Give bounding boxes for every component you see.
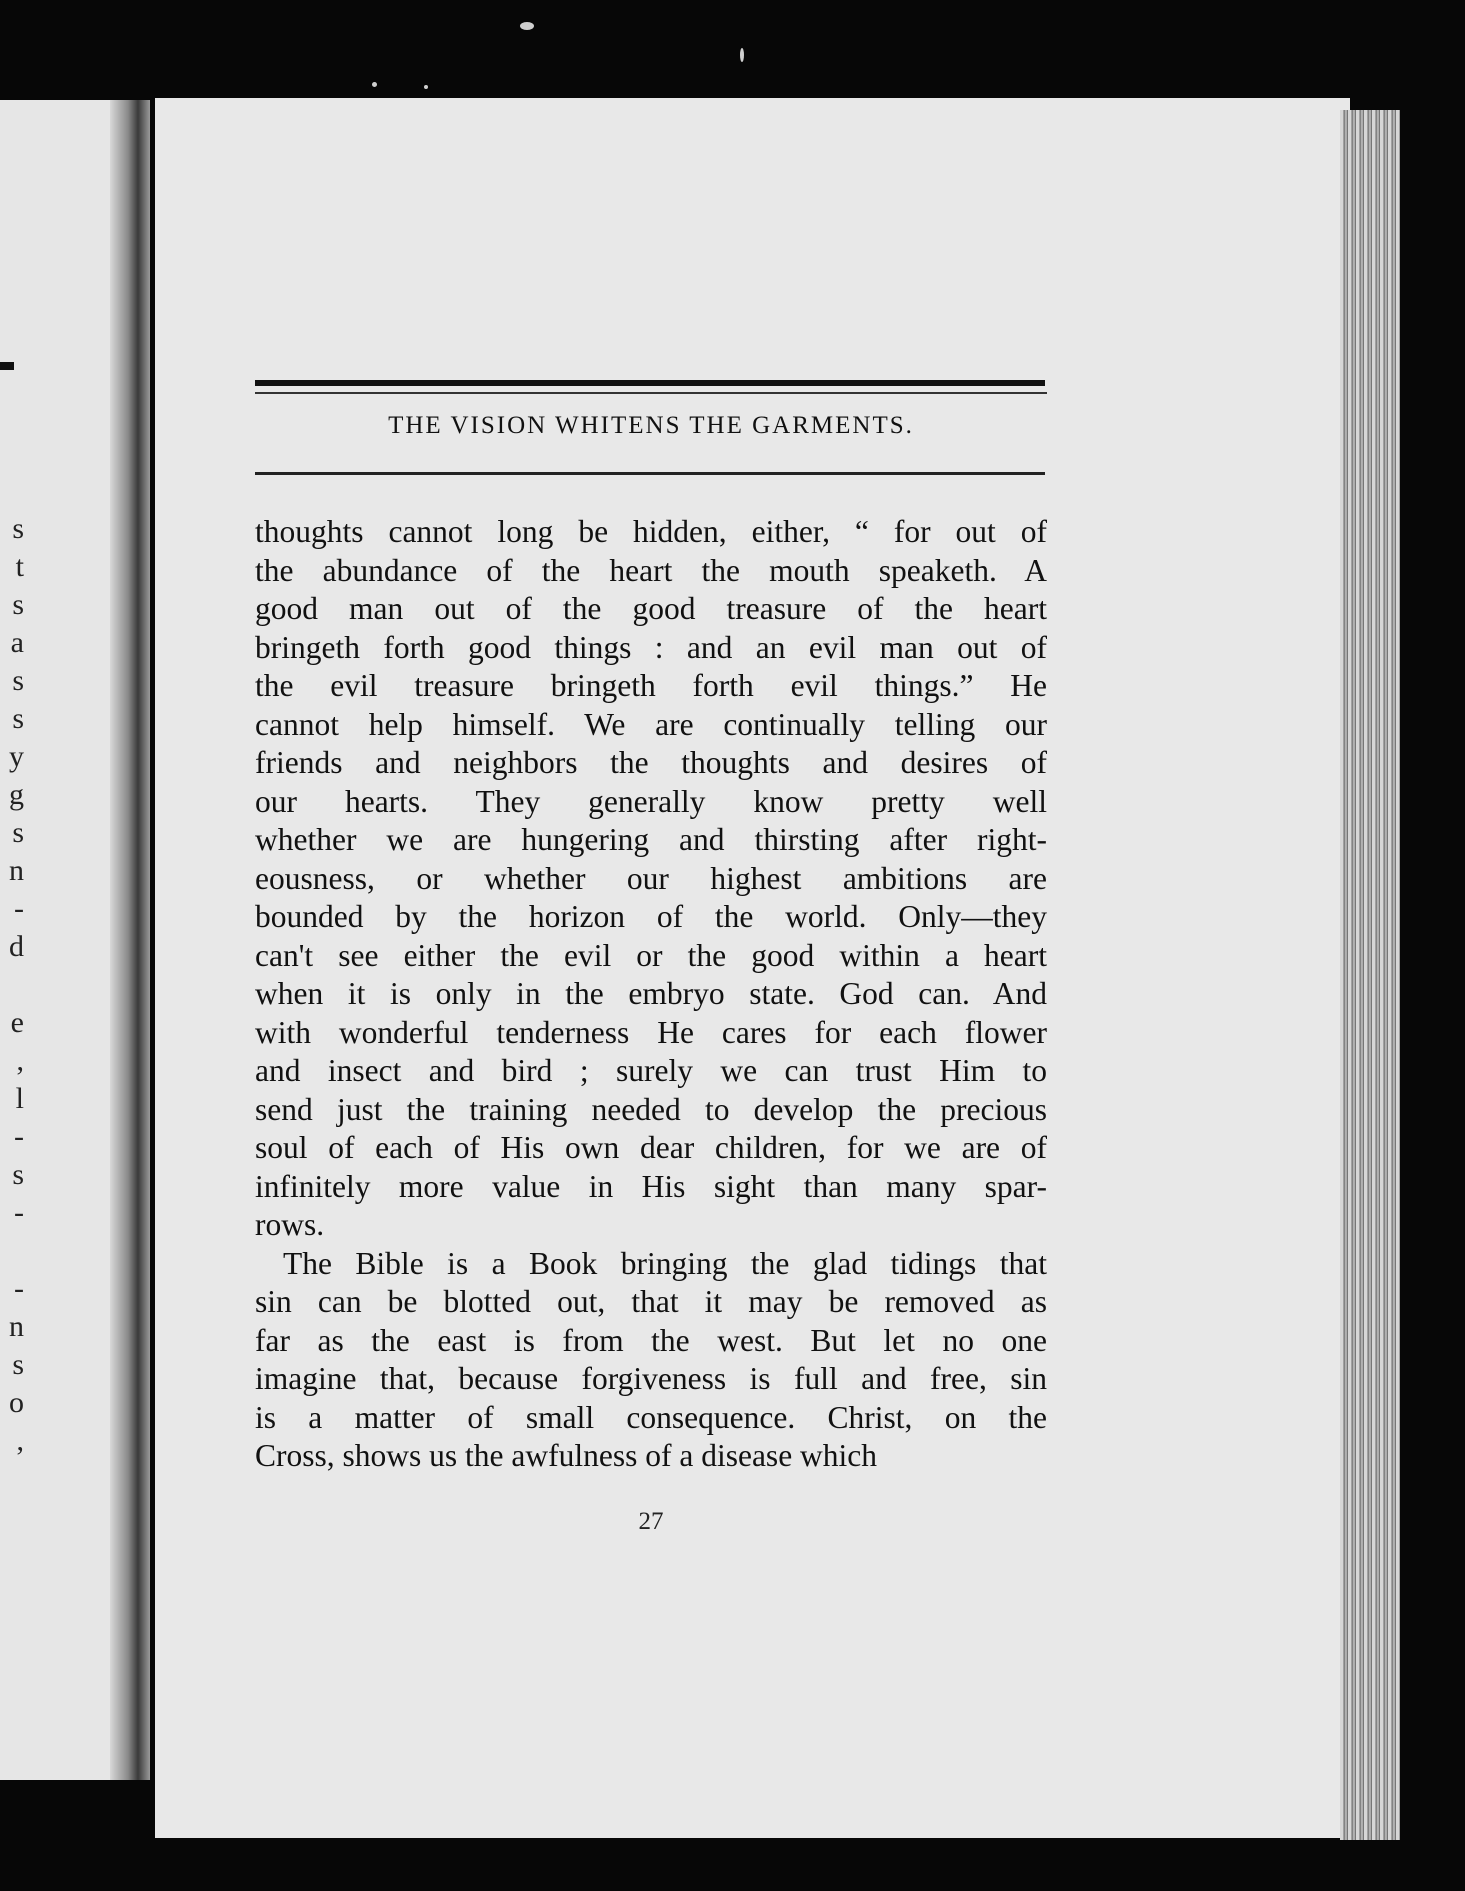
text-line: rows. — [255, 1207, 325, 1242]
text-line: imagine that, because forgiveness is full and free, sin — [255, 1361, 1047, 1396]
text-line: our hearts. They generally know pretty well — [255, 783, 1047, 819]
left-page-fragment — [0, 1232, 24, 1270]
left-page-fragment: - — [14, 1272, 24, 1305]
paragraph-2 — [255, 1245, 1047, 1476]
text-line: when it is only in the embryo state. God can. And — [255, 976, 1047, 1011]
text-line: The Bible is a Book bringing the glad tidings that — [283, 1245, 1047, 1281]
text-line: good man out of the good treasure of the heart — [255, 591, 1047, 626]
text-line: sin can be blotted out, that it may be removed as — [255, 1284, 1047, 1319]
text-line: the abundance of the heart the mouth speaketh. A — [255, 552, 1047, 588]
left-page-fragment: , — [16, 1044, 24, 1077]
text-line: eousness, or whether our highest ambitions are — [255, 860, 1047, 896]
left-page-fragment: g — [9, 778, 24, 811]
left-page-fragment: s — [12, 588, 24, 621]
text-line: the evil treasure bringeth forth evil things.” He — [255, 668, 1047, 703]
left-page-fragment: s — [12, 1158, 24, 1191]
film-speck — [740, 48, 744, 62]
header-rule-thin — [255, 392, 1047, 394]
left-page-gutter — [110, 100, 150, 1780]
text-line: is a matter of small consequence. Christ, on the — [255, 1399, 1047, 1435]
paragraph-1 — [255, 513, 1047, 1245]
film-speck — [520, 22, 534, 30]
left-page-fragment: d — [9, 930, 24, 963]
text-line: Cross, shows us the awfulness of a disease which — [255, 1438, 878, 1473]
left-page-fragment: n — [9, 854, 24, 887]
header-rule-thick — [255, 380, 1045, 386]
left-page-text-fragments — [0, 510, 24, 1460]
running-head: THE VISION WHITENS THE GARMENTS. — [388, 412, 914, 439]
text-line: whether we are hungering and thirsting after right- — [255, 822, 1047, 857]
left-page-fragment: e — [10, 1006, 24, 1039]
text-line: friends and neighbors the thoughts and desires of — [255, 745, 1047, 780]
left-page-fragment: - — [14, 1120, 24, 1153]
text-line: with wonderful tenderness He cares for each flower — [255, 1014, 1047, 1050]
text-line: and insect and bird ; surely we can trust Him to — [255, 1053, 1047, 1088]
running-head-rule — [255, 472, 1045, 475]
left-page-rule-fragment — [0, 362, 14, 370]
left-page-fragment: s — [12, 664, 24, 697]
film-speck — [424, 85, 428, 89]
text-line: far as the east is from the west. But let no one — [255, 1322, 1047, 1358]
text-line: soul of each of His own dear children, for we are of — [255, 1130, 1047, 1165]
text-line: infinitely more value in His sight than many spar- — [255, 1168, 1047, 1204]
left-page-fragment: a — [10, 626, 24, 659]
text-line: cannot help himself. We are continually telling our — [255, 706, 1047, 742]
body-text — [255, 513, 1047, 1476]
left-page-fragment: n — [9, 1310, 24, 1343]
left-page-fragment: - — [14, 1196, 24, 1229]
text-line: bounded by the horizon of the world. Only—they — [255, 899, 1047, 934]
left-page-fragment: s — [12, 512, 24, 545]
page-number: 27 — [638, 1508, 664, 1535]
text-line: bringeth forth good things : and an evil man out of — [255, 629, 1047, 665]
right-page-edge — [1340, 110, 1400, 1840]
text-line: can't see either the evil or the good within a heart — [255, 937, 1047, 973]
text-line: send just the training needed to develop the precious — [255, 1091, 1047, 1127]
left-page-fragment: t — [15, 550, 24, 583]
left-page-fragment: y — [9, 740, 24, 773]
left-page-fragment: - — [14, 892, 24, 925]
left-page-fragment — [0, 966, 24, 1004]
left-page-fragment: l — [15, 1082, 24, 1115]
text-line: thoughts cannot long be hidden, either, “ for out of — [255, 514, 1047, 549]
film-speck — [372, 82, 377, 87]
left-page-fragment: , — [16, 1424, 24, 1457]
left-page-fragment: s — [12, 816, 24, 849]
left-page-fragment: s — [12, 1348, 24, 1381]
left-page-fragment: o — [9, 1386, 24, 1419]
left-page-fragment: s — [12, 702, 24, 735]
